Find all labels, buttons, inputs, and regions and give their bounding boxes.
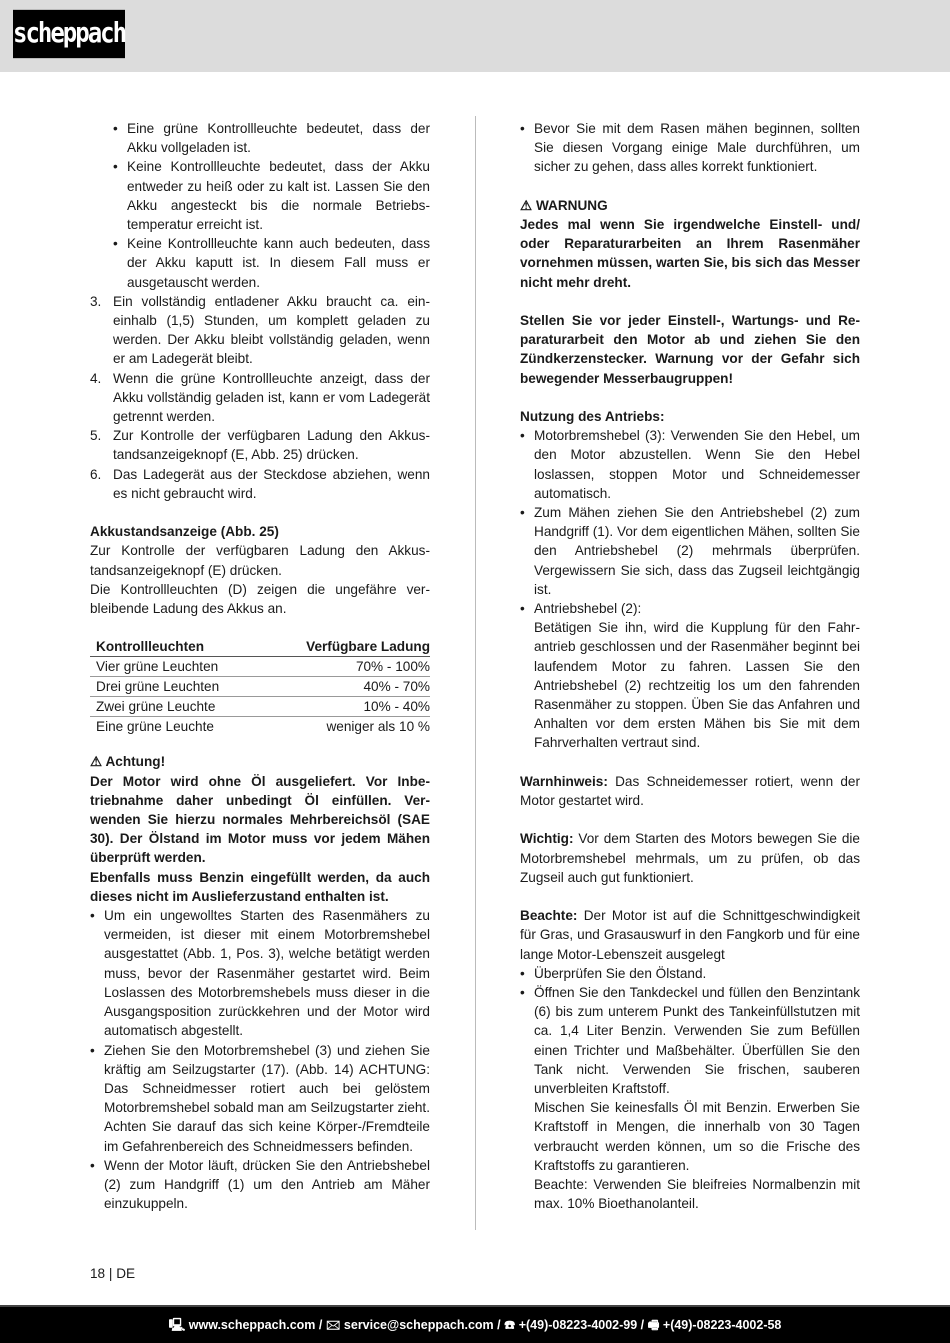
list-item: • Motorbremshebel (3): Verwenden Sie den Hebel, um den Motor abzustellen. Wenn Sie den Hebel loslassen, stoppen Motor und Schneidemesser automatisch.	[520, 428, 860, 501]
cell: Eine grüne Leuchte	[96, 719, 214, 735]
important-paragraph	[520, 829, 860, 887]
page-number: 18 | DE	[90, 1266, 136, 1281]
warning-text: Der Motor wird ohne Öl ausgeliefert. Vor Inbetriebnahme daher unbedingt Öl einfüllen. Verwenden Sie hierzu normales Mehrbereichsöl (SAE 30). Der Ölstand im Motor muss vor jedem Mähen überprüft werden.	[90, 773, 430, 866]
item-text: Zum Mähen ziehen Sie den Antriebshebel (2) zum Handgriff (1). Vor dem eigentlichen Mähen, sollten Sie den Antriebshebel (2) mehrmals überprüfen. Vergewissern Sie sich, dass das Zugseil leichtgängig ist.	[534, 505, 860, 597]
item-text: Überprüfen Sie den Ölstand.	[534, 965, 707, 981]
label: Wichtig:	[520, 831, 574, 847]
step-item	[90, 426, 430, 464]
hint-paragraph	[520, 772, 860, 810]
warning-text: Jedes mal wenn Sie irgendwelche Einstell- und/ oder Reparaturarbeiten an Ihrem Rasenmäher vornehmen müssen, warten Sie, bis sich das Messer nicht mehr dreht.	[520, 217, 860, 290]
table-header: Verfügbare Ladung	[260, 637, 430, 657]
table-row	[90, 717, 430, 737]
list-item: • Wenn der Motor läuft, drücken Sie den Antriebshebel (2) zum Handgriff (1) um den Antrieb am Mäher einzukuppeln.	[90, 1157, 430, 1212]
table-header: Kontrollleuchten	[90, 637, 260, 657]
step-number: 6.	[90, 466, 102, 482]
label: Warnhinweis:	[520, 773, 608, 789]
text: Das Schneidemesser rotiert, wenn der Motor gestartet wird.	[520, 773, 860, 809]
cell: 70% - 100%	[260, 657, 430, 677]
right-column	[520, 119, 860, 1213]
list-item: • Keine Kontrollleuchte bedeutet, dass der Akku entweder zu heiß oder zu kalt ist. Lassen Sie den Akku angesteckt bis die normale Betriebstemperatur erreicht ist.	[113, 159, 430, 233]
brand-logo: scheppach	[13, 10, 125, 58]
paragraph: Zur Kontrolle der verfügbaren Ladung den Akkustandsanzeigeknopf (E) drücken.	[90, 543, 430, 578]
step-number: 4.	[90, 370, 102, 386]
list-item: • Bevor Sie mit dem Rasen mähen beginnen, sollten Sie diesen Vorgang einige Male durchführen, um sicher zu gehen, dass alles korrekt funktioniert.	[520, 121, 860, 175]
table-row	[90, 697, 430, 717]
cell: Zwei grüne Leuchte	[90, 697, 260, 717]
section-heading: Nutzung des Antriebs:	[520, 409, 665, 424]
cell: 10% - 40%	[260, 697, 430, 717]
warning-heading: ⚠ Achtung!	[90, 754, 166, 770]
section-heading: Akkustandsanzeige (Abb. 25)	[90, 524, 279, 540]
cell: Vier grüne Leuchten	[90, 657, 260, 677]
list-item: • Um ein ungewolltes Starten des Rasenmähers zu vermeiden, ist dieser mit einem Motorbremshebel ausgestattet (Abb. 1, Pos. 3), welche betätigt werden muss, bevor der Rasenmäher gestartet wird. Beim Loslassen des Motorbremshebels muss dieser in die Ausgangsposition zurückkehren und der Motor wird automatisch abgestellt.	[90, 908, 430, 1039]
cell: Drei grüne Leuchten	[90, 677, 260, 697]
list-item: • Ziehen Sie den Motorbremshebel (3) und ziehen Sie kräftig am Seilzugstarter (17). (Abb. 14) ACHTUNG: Das Schneidmesser rotiert auch bei gelöstem Motorbremshebel sobald man am Seilzugstarter zieht. Achten Sie darauf das sich keine Körper-/Fremdteile im Gefahrenbereich des Schneidmessers befinden.	[90, 1042, 430, 1154]
item-text: Keine Kontrollleuchte kann auch bedeuten, dass der Akku kaputt ist. In diesem Fall muss er ausgetauscht werden.	[127, 236, 430, 290]
warning-text: Stellen Sie vor jeder Einstell-, Wartungs- und Reparaturarbeit den Motor ab und ziehen Sie den Zündkerzenstecker. Warnung vor der Gefahr sich bewegender Messerbaugruppen!	[520, 313, 860, 386]
item-text: Um ein ungewolltes Starten des Rasenmähers zu vermeiden, ist dieser mit einem Motorbremshebel ausgestattet (Abb. 1, Pos. 3), welche betätigt werden muss, bevor der Rasenmäher gestartet wird. Beim Loslassen des Motorbremshebels muss dieser in die Ausgangsposition zurückkehren und der Motor wird automatisch abgestellt.	[104, 908, 430, 1039]
step-text: Ein vollständig entladener Akku braucht ca. eineinhalb (1,5) Stunden, um komplett geladen zu werden. Der Akku bleibt vollständig geladen, wenn er am Ladegerät bleibt.	[113, 293, 430, 367]
left-column	[90, 119, 430, 1213]
item-text: Bevor Sie mit dem Rasen mähen beginnen, sollten Sie diesen Vorgang einige Male durchführen, um sicher zu gehen, dass alles korrekt funktioniert.	[534, 121, 860, 175]
list-item: • Überprüfen Sie den Ölstand.	[520, 965, 707, 981]
step-item	[90, 369, 430, 427]
item-text: Antriebshebel (2):	[534, 601, 642, 617]
step-text: Das Ladegerät aus der Steckdose abziehen, wenn es nicht gebraucht wird.	[113, 466, 430, 501]
item-text: Ziehen Sie den Motorbremshebel (3) und ziehen Sie kräftig am Seilzugstarter (17). (Abb. 14) ACHTUNG: Das Schneidmesser rotiert auch bei gelöstem Motorbremshebel sobald man am Seilzugstarter zieht. Achten Sie darauf das sich keine Körper-/Fremdteile im Gefahrenbereich des Schneidmessers befinden.	[104, 1042, 430, 1154]
cell: 40% - 70%	[260, 677, 430, 697]
warning-heading: ⚠ WARNUNG	[520, 197, 608, 213]
table-row	[90, 677, 430, 697]
footer-contact-bar: 🖳 www.scheppach.com / 🖂 service@scheppach.com / ☎ +(49)-08223-4002-99 / 🖷 +(49)-08223-4002-58	[0, 1305, 950, 1343]
list-item: • Öffnen Sie den Tankdeckel und füllen den Benzintank (6) bis zum unterem Punkt des Tankeinfüllstutzen mit ca. 1,4 Liter Benzin. Verwenden Sie zum Befüllen einen Trichter und Maßbehälter. Überfüllen Sie den Tank nicht. Verwenden Sie frischen, sauberen unverbleiten Kraftstoff.	[520, 985, 860, 1097]
list-item: • Eine grüne Kontrollleuchte bedeutet, dass der Akku vollgeladen ist.	[113, 121, 430, 156]
item-text: Motorbremshebel (3): Verwenden Sie den Hebel, um den Motor abzustellen. Wenn Sie den Hebel loslassen, stoppen Motor und Schneidemesser automatisch.	[534, 428, 860, 501]
warning-text: Ebenfalls muss Benzin eingefüllt werden, da auch dieses nicht im Auslieferzustand enthalten ist.	[90, 869, 430, 904]
item-text: Keine Kontrollleuchte bedeutet, dass der Akku entweder zu heiß oder zu kalt ist. Lassen Sie den Akku angesteckt bis die normale Betriebstemperatur erreicht ist.	[127, 159, 430, 233]
text: Vor dem Starten des Motors bewegen Sie die Motorbremshebel mehrmals, um zu prüfen, ob das Zugseil auch gut funktioniert.	[520, 831, 860, 885]
item-text: Öffnen Sie den Tankdeckel und füllen den Benzintank (6) bis zum unterem Punkt des Tankeinfüllstutzen mit ca. 1,4 Liter Benzin. Verwenden Sie zum Befüllen einen Trichter und Maßbehälter. Überfüllen Sie den Tank nicht. Verwenden Sie frischen, sauberen unverbleiten Kraftstoff.	[534, 985, 860, 1097]
list-item: • Antriebshebel (2):	[520, 601, 642, 617]
paragraph: Beachte: Verwenden Sie bleifreies Normalbenzin mit max. 10% Bioethanolanteil.	[534, 1177, 860, 1212]
page-header	[0, 0, 950, 72]
column-divider	[475, 116, 476, 1230]
paragraph: Die Kontrollleuchten (D) zeigen die ungefähre verbleibende Ladung des Akkus an.	[90, 581, 430, 617]
step-number: 3.	[90, 293, 102, 309]
table-row	[90, 657, 430, 677]
step-item	[90, 292, 430, 369]
note-paragraph	[520, 906, 860, 964]
step-item	[90, 465, 430, 503]
list-item: • Keine Kontrollleuchte kann auch bedeuten, dass der Akku kaputt ist. In diesem Fall muss er ausgetauscht werden.	[113, 236, 430, 290]
item-text: Wenn der Motor läuft, drücken Sie den Antriebshebel (2) zum Handgriff (1) um den Antrieb am Mäher einzukuppeln.	[104, 1157, 430, 1212]
cell: weniger als 10 %	[326, 719, 430, 735]
label: Beachte:	[520, 908, 578, 924]
item-text: Eine grüne Kontrollleuchte bedeutet, dass der Akku vollgeladen ist.	[127, 121, 430, 156]
paragraph: Betätigen Sie ihn, wird die Kupplung für den Fahrantrieb geschlossen und der Rasenmäher beginnt bei laufendem Motor zu fahren. Lassen Sie den Antriebshebel (2) rechtzeitig los um den fahrenden Rasenmäher zu stoppen. Üben Sie das Anfahren und Anhalten vor dem ersten Mähen bis Sie mit dem Fahrverhalten vertraut sind.	[534, 620, 860, 751]
step-text: Wenn die grüne Kontrollleuchte anzeigt, dass der Akku vollständig geladen ist, kann er vom Ladegerät getrennt werden.	[113, 370, 430, 425]
step-text: Zur Kontrolle der verfügbaren Ladung den Akkustandsanzeigeknopf (E, Abb. 25) drücken.	[113, 428, 430, 463]
text: Der Motor ist auf die Schnittgeschwindigkeit für Gras, und Grasauswurf in den Fangkorb und für eine lange Motor-Lebenszeit ausgelegt	[520, 908, 860, 962]
step-number: 5.	[90, 428, 102, 444]
list-item: • Zum Mähen ziehen Sie den Antriebshebel (2) zum Handgriff (1). Vor dem eigentlichen Mähen, sollten Sie den Antriebshebel (2) mehrmals überprüfen. Vergewissern Sie sich, dass das Zugseil leichtgängig ist.	[520, 505, 860, 597]
charge-level-table	[90, 637, 430, 736]
paragraph: Mischen Sie keinesfalls Öl mit Benzin. Erwerben Sie Kraftstoff in Mengen, die innerhalb von 30 Tagen verbraucht werden können, um so die Frische des Kraftstoffs zu garantieren.	[534, 1100, 860, 1173]
